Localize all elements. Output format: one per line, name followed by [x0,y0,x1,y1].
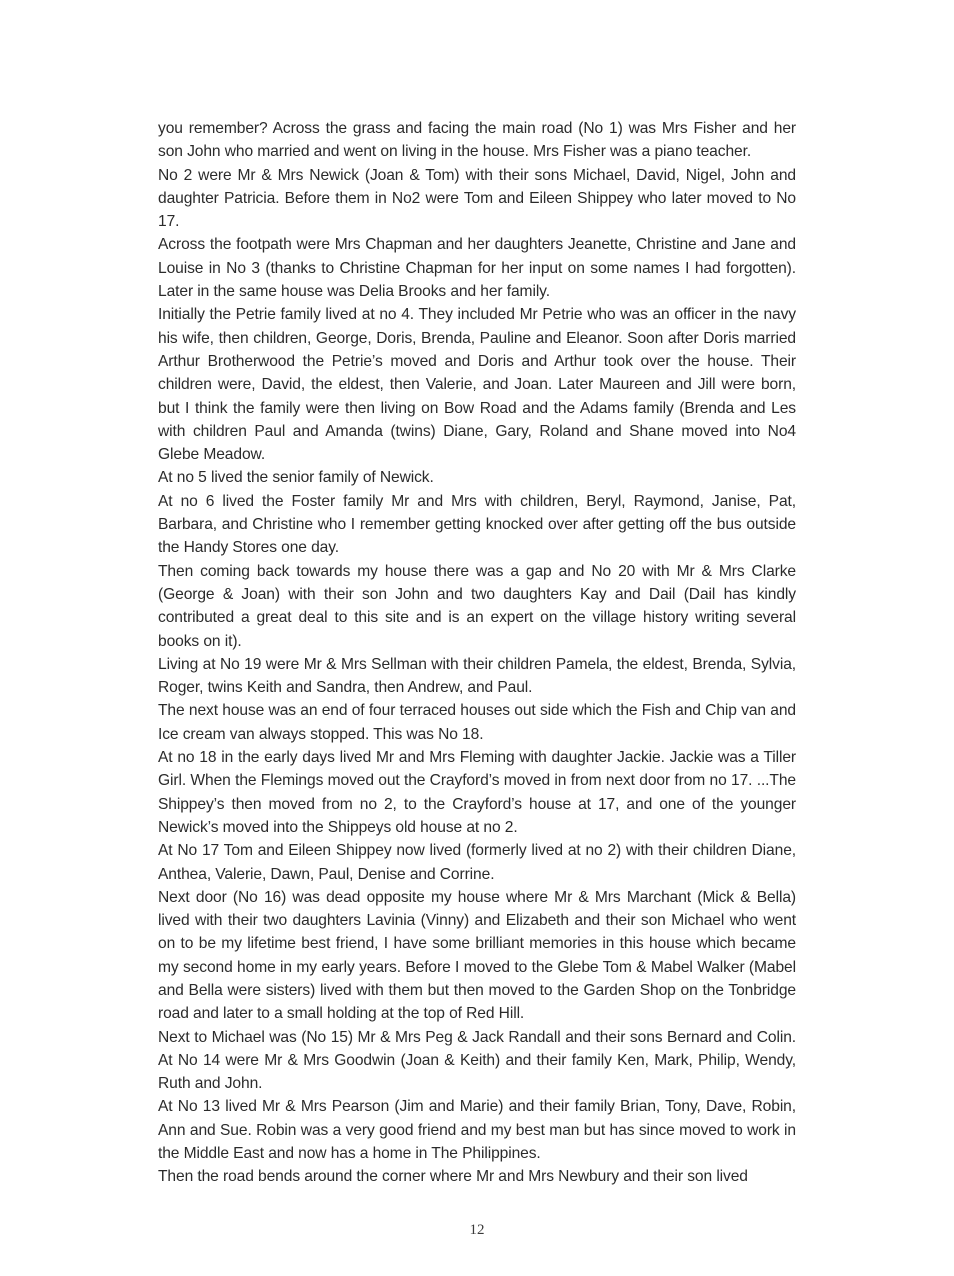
paragraph-terrace-no18: The next house was an end of four terraced houses out side which the Fish and Chip van and Ice cream van always stopped. This was No 18. [158,702,796,743]
paragraph-petrie-no4: Initially the Petrie family lived at no 4. They included Mr Petrie who was an officer in the navy his wife, then children, George, Doris, Brenda, Pauline and Eleanor. Soon after Doris married Arthur Brotherwood the Petrie’s moved and Doris and Arthur took over the house. Their children were, David, the eldest, then Valerie, and Joan. Later Maureen and Jill were born, but I think the family were then living on Bow Road and the Adams family (Brenda and Les with children Paul and Amanda (twins) Diane, Gary, Roland and Shane moved into No4 Glebe Meadow. [158,306,796,464]
paragraph-chapman-no3: Across the footpath were Mrs Chapman and her daughters Jeanette, Christine and Jane and Louise in No 3 (thanks to Christine Chapman for her input on some names I had forgotten). Later in the same house was Delia Brooks and her family. [158,236,796,301]
paragraph-newbury: Then the road bends around the corner where Mr and Mrs Newbury and their son lived [158,1168,748,1186]
paragraph-marchant-no16: Next door (No 16) was dead opposite my house where Mr & Mrs Marchant (Mick & Bella) lived with their two daughters Lavinia (Vinny) and Elizabeth and their son Michael who went on to be my lifetime best friend, I have some brilliant memories in this house which became my second home in my early years. Before I moved to the Glebe Tom & Mabel Walker (Mabel and Bella were sisters) lived with them but then moved to the Garden Shop on the Tonbridge road and later to a small holding at the top of Red Hill. [158,888,796,1023]
paragraph-fisher: you remember? Across the grass and facing the main road (No 1) was Mrs Fisher and her son John who married and went on living in the house. Mrs Fisher was a piano teacher. [158,120,796,161]
paragraph-newick-no5: At no 5 lived the senior family of Newick. [158,469,434,487]
paragraph-randall-goodwin: Next to Michael was (No 15) Mr & Mrs Peg & Jack Randall and their sons Bernard and Colin. At No 14 were Mr & Mrs Goodwin (Joan & Keith) and their family Ken, Mark, Philip, Wendy, Ruth and John. [158,1028,796,1093]
page-number: 12 [469,1222,485,1238]
page-body [158,117,796,1189]
paragraph-fleming-no18: At no 18 in the early days lived Mr and Mrs Fleming with daughter Jackie. Jackie was a Tiller Girl. When the Flemings moved out the Crayford’s moved in from next door from no 17. ...The Shippey’s then moved from no 2, to the Crayford’s house at 17, and one of the younger Newick’s moved into the Shippeys old house at no 2. [158,749,796,836]
paragraph-pearson-no13: At No 13 lived Mr & Mrs Pearson (Jim and Marie) and their family Brian, Tony, Dave, Robin, Ann and Sue. Robin was a very good friend and my best man but has since moved to work in the Middle East and now has a home in The Philippines. [158,1098,796,1163]
paragraph-clarke-no20: Then coming back towards my house there was a gap and No 20 with Mr & Mrs Clarke (George & Joan) with their son John and two daughters Kay and Dail (Dail has kindly contributed a great deal to this site and is an expert on the village history writing several books on it). [158,562,796,650]
paragraph-newick-no2: No 2 were Mr & Mrs Newick (Joan & Tom) with their sons Michael, David, Nigel, John and daughter Patricia. Before them in No2 were Tom and Eileen Shippey who later moved to No 17. [158,166,796,231]
paragraph-shippey-no17: At No 17 Tom and Eileen Shippey now lived (formerly lived at no 2) with their children Diane, Anthea, Valerie, Dawn, Paul, Denise and Corrine. [158,842,796,883]
paragraph-foster-no6: At no 6 lived the Foster family Mr and Mrs with children, Beryl, Raymond, Janise, Pat, Barbara, and Christine who I remember getting knocked over after getting off the bus outside the Handy Stores one day. [158,492,796,557]
paragraph-sellman-no19: Living at No 19 were Mr & Mrs Sellman with their children Pamela, the eldest, Brenda, Sylvia, Roger, twins Keith and Sandra, then Andrew, and Paul. [158,655,796,697]
